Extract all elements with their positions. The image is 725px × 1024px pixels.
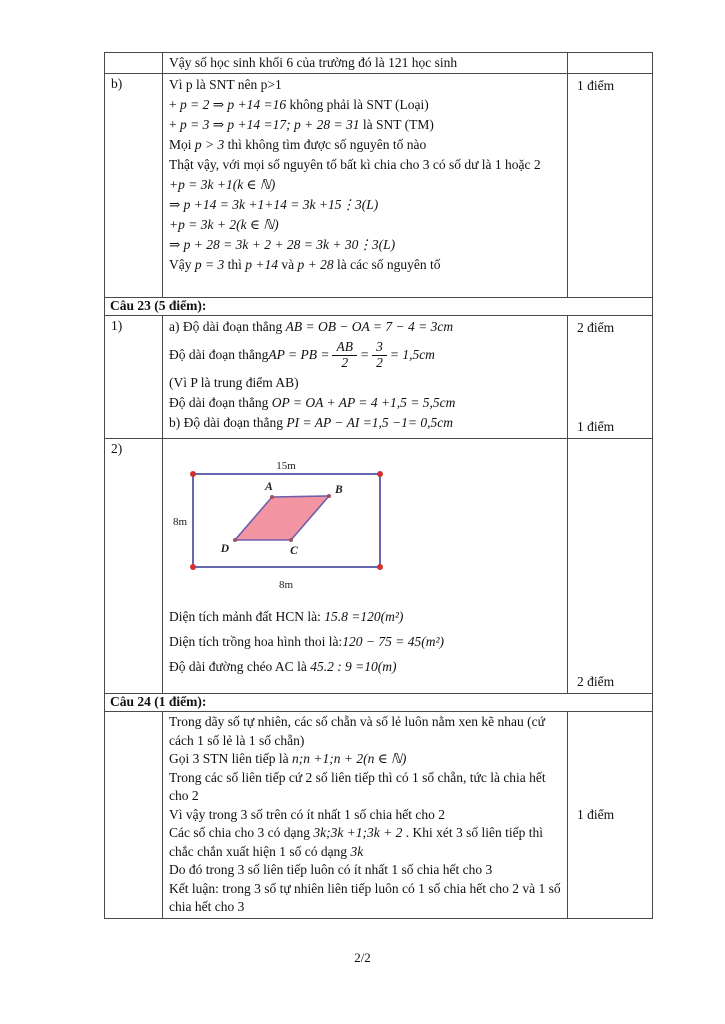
answer-line: Trong dãy số tự nhiên, các số chẵn và số lẻ luôn nằm xen kẽ nhau (cứ cách 1 số lẻ là 1 số chẵn) — [169, 714, 545, 748]
table-row-final — [105, 712, 652, 918]
points-cell — [567, 316, 652, 438]
answer-line: +p = 3k + 2(k ∈ ℕ) — [169, 217, 279, 232]
answer-line: ⇒ p +14 = 3k +1+14 = 3k +15⋮3(L) — [169, 197, 379, 212]
table-row-q2 — [105, 439, 652, 694]
answer-line: Các số chia cho 3 có dạng 3k;3k +1;3k + 2 . Khi xét 3 số liên tiếp thì chắc chắn xuất hiện 1 số có dạng 3k — [169, 825, 544, 859]
question-number-cell — [105, 53, 163, 73]
answer-line: Mọi p > 3 thì không tìm được số nguyên tố nào — [169, 137, 427, 152]
points-value: 2 điểm — [577, 320, 615, 335]
answer-line: ⇒ p + 28 = 3k + 2 + 28 = 3k + 30⋮3(L) — [169, 237, 396, 252]
table-row-q1 — [105, 316, 652, 439]
corner-dot — [190, 471, 196, 477]
answer-line: +p = 3k +1(k ∈ ℕ) — [169, 177, 276, 192]
table-row-section-23 — [105, 298, 652, 316]
vertex-dot — [327, 494, 331, 498]
answer-line: Diện tích mảnh đất HCN là: 15.8 =120(m²) — [169, 609, 404, 624]
answer-line: b) Độ dài đoạn thẳng PI = AP − AI =1,5 −1= 0,5cm — [169, 415, 454, 430]
points-cell — [567, 439, 652, 693]
vertex-dot — [233, 538, 237, 542]
answer-key-table — [104, 52, 653, 919]
answer-line: Gọi 3 STN liên tiếp là n;n +1;n + 2(n ∈ ℕ) — [169, 751, 407, 766]
points-value: 1 điểm — [577, 78, 615, 93]
answer-cell — [163, 712, 567, 918]
answer-line: + p = 3 ⇒ p +14 =17; p + 28 = 31 là SNT (TM) — [169, 117, 434, 132]
answer-line: Thật vậy, với mọi số nguyên tố bất kì chia cho 3 có số dư là 1 hoặc 2 — [169, 157, 541, 172]
table-row-b — [105, 74, 652, 298]
answer-line: (Vì P là trung điểm AB) — [169, 375, 299, 390]
vertex-dot — [270, 495, 274, 499]
corner-dot — [377, 471, 383, 477]
question-number-cell — [105, 712, 163, 918]
vertex-label-c: C — [290, 545, 298, 557]
answer-line: Độ dài đường chéo AC là 45.2 : 9 =10(m) — [169, 659, 397, 674]
answer-line: Trong các số liên tiếp cứ 2 số liên tiếp thì có 1 số chẵn, tức là chia hết cho 2 — [169, 769, 546, 803]
page-number: 2/2 — [354, 950, 371, 965]
dimension-label-bottom: 8m — [278, 579, 294, 591]
dimension-label-left: 8m — [172, 516, 188, 528]
answer-line: Độ dài đoạn thẳng OP = OA + AP = 4 +1,5 = 5,5cm — [169, 395, 456, 410]
answer-line: Vậy số học sinh khối 6 của trường đó là 121 học sinh — [169, 55, 458, 70]
answer-line: Độ dài đoạn thẳng AP = PB = $\frac{AB}{2}$ = $\frac{3}{2}$ = 1,5cm — [169, 338, 435, 370]
question-number-cell: b) — [105, 74, 163, 297]
dimension-label-top: 15m — [276, 460, 296, 472]
rhombus-shape — [235, 496, 329, 540]
answer-line: Vì p là SNT nên p>1 — [169, 77, 282, 92]
land-plot-diagram — [171, 456, 431, 596]
points-value: 1 điểm — [577, 807, 615, 823]
points-cell — [567, 74, 652, 297]
answer-cell — [163, 53, 567, 73]
points-value: 2 điểm — [577, 674, 615, 689]
answer-line: Kết luận: trong 3 số tự nhiên liên tiếp luôn có 1 số chia hết cho 2 và 1 số chia hết cho 3 — [169, 880, 561, 914]
geometry-figure — [171, 456, 561, 600]
answer-line: a) Độ dài đoạn thẳng AB = OB − OA = 7 − 4 = 3cm — [169, 319, 454, 334]
answer-line: Vậy p = 3 thì p +14 và p + 28 là các số nguyên tố — [169, 257, 441, 272]
corner-dot — [377, 564, 383, 570]
section-header-cau23: Câu 23 (5 điểm): — [110, 298, 207, 313]
points-cell — [567, 712, 652, 918]
points-cell — [567, 53, 652, 73]
answer-cell — [163, 316, 567, 438]
vertex-label-b: B — [335, 484, 343, 496]
vertex-dot — [289, 538, 293, 542]
question-number-cell: 1) — [105, 316, 163, 438]
answer-line: Vì vậy trong 3 số trên có ít nhất 1 số chia hết cho 2 — [169, 806, 445, 822]
points-value: 1 điểm — [577, 419, 615, 434]
answer-cell — [163, 74, 567, 297]
table-row-intro — [105, 53, 652, 74]
answer-line: Diện tích trồng hoa hình thoi là:120 − 75 = 45(m²) — [169, 634, 444, 649]
answer-cell — [163, 439, 567, 693]
table-row-section-24 — [105, 694, 652, 712]
vertex-label-a: A — [265, 481, 273, 493]
answer-line: + p = 2 ⇒ p +14 =16 không phải là SNT (Loại) — [169, 97, 429, 112]
corner-dot — [190, 564, 196, 570]
vertex-label-d: D — [220, 543, 229, 555]
section-header-cau24: Câu 24 (1 điểm): — [110, 694, 207, 709]
answer-line: Do đó trong 3 số liên tiếp luôn có ít nhất 1 số chia hết cho 3 — [169, 862, 493, 877]
question-number-cell: 2) — [105, 439, 163, 693]
